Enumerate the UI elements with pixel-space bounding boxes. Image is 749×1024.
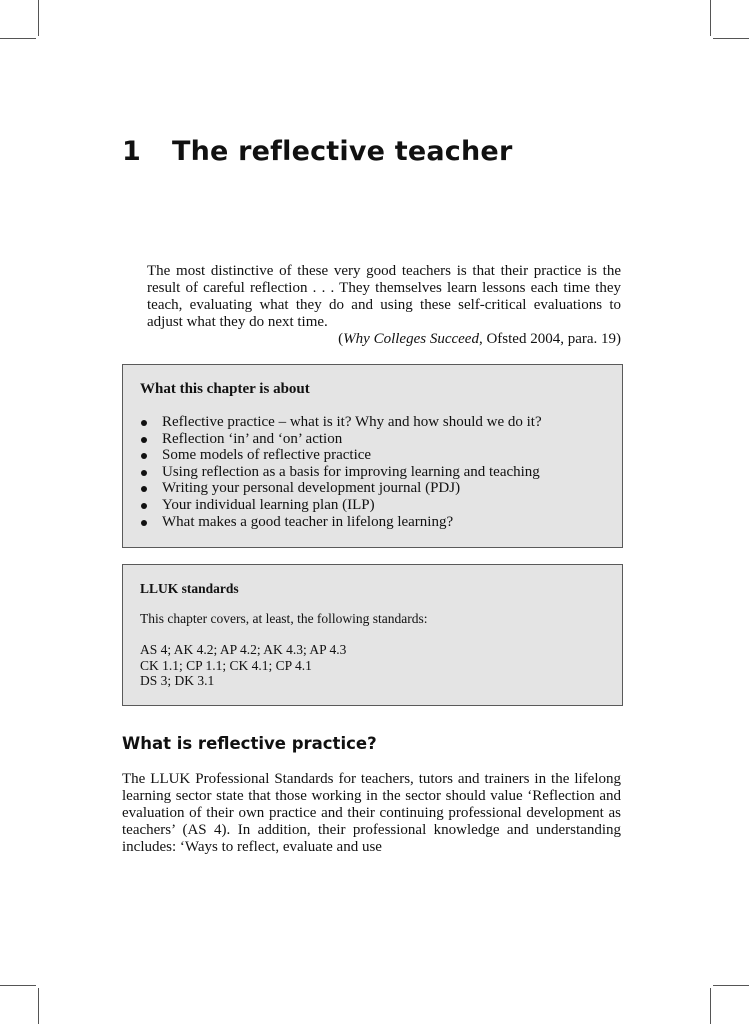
list-item: Your individual learning plan (ILP)	[140, 497, 606, 514]
crop-mark	[713, 38, 749, 39]
section-body: The LLUK Professional Standards for teachers, tutors and trainers in the lifelong learning sector state that those working in the sector should value ‘Reflection and evaluation of their own practice and their continuing professional development as teachers’ (AS 4). In addition, their professional knowledge and understanding includes: ‘Ways to reflect, evaluate and use	[122, 771, 621, 855]
crop-mark	[710, 988, 711, 1024]
crop-mark	[713, 985, 749, 986]
epigraph-text: The most distinctive of these very good teachers is that their practice is the result of careful reflection . . . They themselves learn lessons each time they teach, evaluating what they do and using these self-critical evaluations to adjust what they do next time.	[147, 263, 621, 330]
chapter-title-text: The reflective teacher	[172, 136, 513, 167]
crop-mark	[38, 988, 39, 1024]
list-item: What makes a good teacher in lifelong learning?	[140, 514, 606, 531]
about-box-heading: What this chapter is about	[140, 381, 310, 397]
crop-mark	[0, 985, 36, 986]
list-item: Writing your personal development journal (PDJ)	[140, 480, 606, 497]
chapter-number: 1	[122, 136, 141, 167]
section-heading: What is reflective practice?	[122, 734, 377, 753]
chapter-about-box	[122, 364, 623, 548]
list-item: Some models of reflective practice	[140, 447, 606, 464]
standards-line: DS 3; DK 3.1	[140, 673, 215, 688]
standards-line: CK 1.1; CP 1.1; CK 4.1; CP 4.1	[140, 657, 312, 673]
lluk-box-heading: LLUK standards	[140, 581, 239, 596]
lluk-codes	[140, 642, 346, 689]
standards-line: AS 4; AK 4.2; AP 4.2; AK 4.3; AP 4.3	[140, 642, 347, 657]
list-item: Reflective practice – what is it? Why and how should we do it?	[140, 414, 606, 431]
epigraph-source-rest: , Ofsted 2004, para. 19)	[478, 331, 621, 347]
epigraph	[147, 263, 621, 348]
lluk-standards-box	[122, 564, 623, 706]
list-item: Using reflection as a basis for improving learning and teaching	[140, 464, 606, 481]
epigraph-source-title: Why Colleges Succeed	[343, 331, 479, 347]
about-list	[140, 414, 606, 530]
chapter-title	[122, 136, 512, 167]
lluk-intro: This chapter covers, at least, the following standards:	[140, 611, 428, 626]
crop-mark	[710, 0, 711, 36]
list-item: Reflection ‘in’ and ‘on’ action	[140, 431, 606, 448]
crop-mark	[38, 0, 39, 36]
epigraph-source-open: (	[338, 331, 344, 347]
crop-mark	[0, 38, 36, 39]
epigraph-source	[147, 331, 621, 348]
